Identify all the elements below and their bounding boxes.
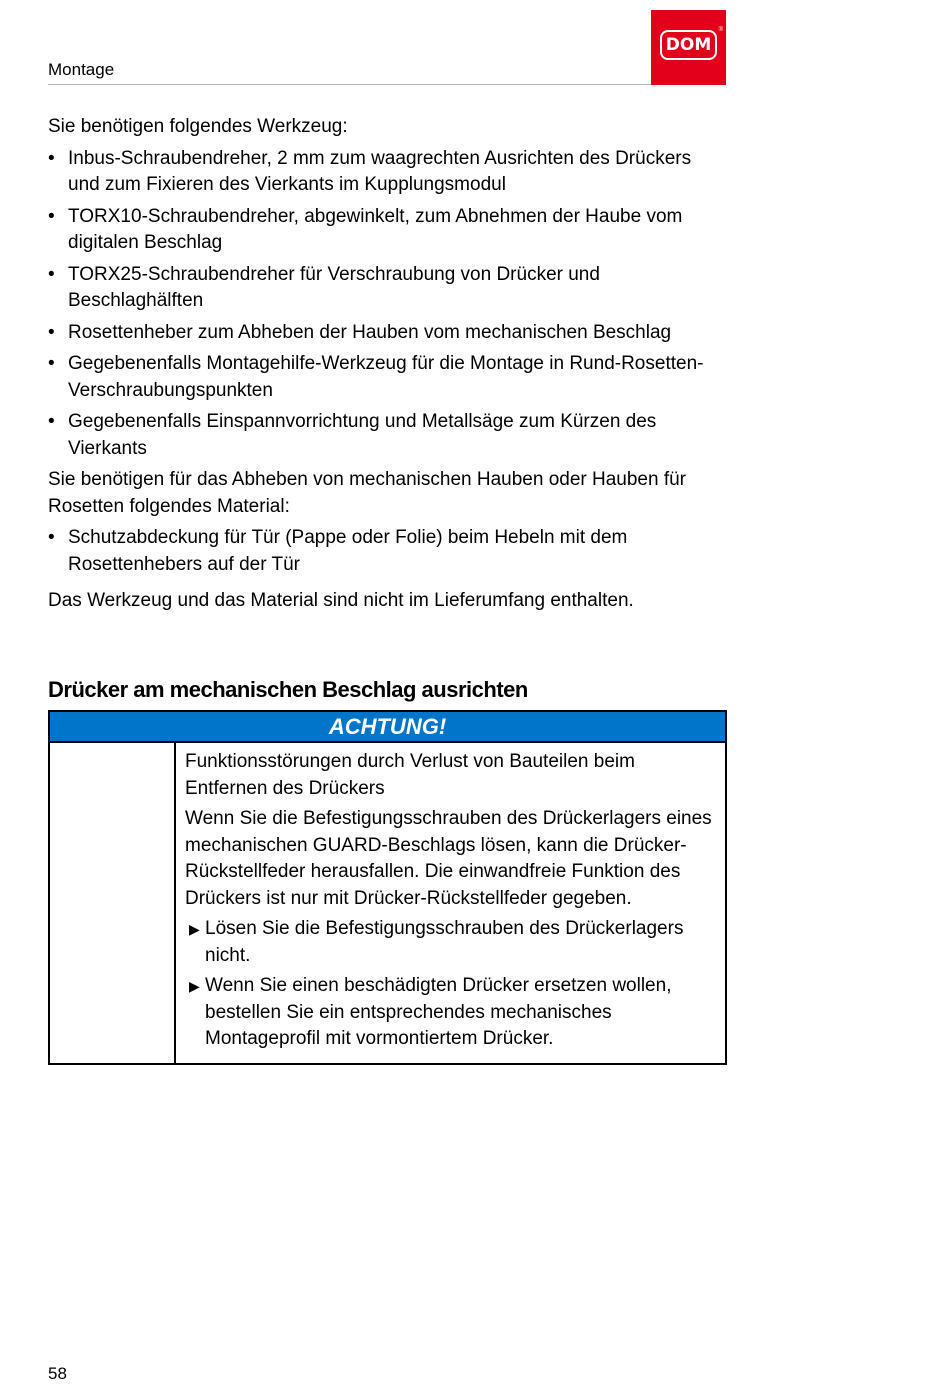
materials-list — [48, 525, 726, 578]
list-item — [48, 320, 726, 347]
list-item — [48, 409, 726, 462]
list-item-text: Rosettenheber zum Abheben der Hauben vom mechanischen Beschlag — [68, 321, 672, 343]
list-item — [185, 916, 715, 969]
notice-heading: ACHTUNG! — [50, 712, 725, 743]
material-intro: Sie benötigen für das Abheben von mechanischen Hauben oder Hauben für Rosetten folgendes Material: — [48, 469, 687, 517]
step-arrow-icon: ▶ — [189, 978, 200, 994]
list-item-text: Inbus-Schraubendreher, 2 mm zum waagrechten Ausrichten des Drückers und zum Fixieren des Vierkants im Kupplungsmodul — [68, 147, 692, 195]
running-header: Montage — [48, 60, 115, 79]
list-item-text: TORX10-Schraubendreher, abgewinkelt, zum Abnehmen der Haube vom digitalen Beschlag — [68, 205, 683, 253]
page-number: 58 — [48, 1364, 67, 1383]
scope-note: Das Werkzeug und das Material sind nicht im Lieferumfang enthalten. — [48, 590, 634, 611]
notice-title: Funktionsstörungen durch Verlust von Bauteilen beim Entfernen des Drückers — [185, 751, 635, 799]
list-item — [48, 525, 726, 578]
tools-intro: Sie benötigen folgendes Werkzeug: — [48, 116, 348, 137]
list-item — [185, 973, 715, 1053]
dom-logo — [651, 10, 726, 85]
list-item-text: TORX25-Schraubendreher für Verschraubung von Drücker und Beschlaghälften — [68, 263, 600, 311]
caution-notice — [48, 710, 727, 1065]
bullet-icon: • — [48, 353, 55, 374]
bullet-icon: • — [48, 411, 55, 432]
list-item — [48, 351, 726, 404]
notice-description: Wenn Sie die Befestigungsschrauben des Drückerlagers eines mechanischen GUARD-Beschlags lösen, kann die Drücker-Rückstellfeder herausfallen. Die einwandfreie Funktion des Drückers ist nur mit Drücker-Rückstellfeder gegeben. — [185, 808, 712, 909]
list-item — [48, 262, 726, 315]
step-arrow-icon: ▶ — [189, 921, 200, 937]
notice-steps — [185, 916, 715, 1053]
list-item-text: Gegebenenfalls Einspannvorrichtung und Metallsäge zum Kürzen des Vierkants — [68, 411, 657, 459]
tools-list — [48, 146, 726, 463]
registered-mark: ® — [718, 27, 723, 33]
main-content — [48, 114, 726, 620]
logo-text: DOM — [660, 30, 717, 60]
section-heading: Drücker am mechanischen Beschlag ausrichten — [48, 677, 528, 702]
bullet-icon: • — [48, 321, 55, 343]
list-item — [48, 204, 726, 257]
list-item — [48, 146, 726, 199]
bullet-icon: • — [48, 263, 55, 285]
notice-text-cell — [176, 743, 725, 1063]
step-text: Lösen Sie die Befestigungsschrauben des Drückerlagers nicht. — [205, 918, 684, 966]
list-item-text: Schutzabdeckung für Tür (Pappe oder Folie) beim Hebeln mit dem Rosettenhebers auf der Tür — [68, 527, 628, 575]
notice-symbol-cell — [50, 743, 176, 1063]
bullet-icon: • — [48, 147, 55, 169]
bullet-icon: • — [48, 205, 55, 227]
list-item-text: Gegebenenfalls Montagehilfe-Werkzeug für die Montage in Rund-Rosetten-Verschraubungspunkten — [68, 353, 704, 401]
notice-body — [50, 743, 725, 1063]
bullet-icon: • — [48, 527, 55, 548]
header-divider — [48, 84, 651, 85]
step-text: Wenn Sie einen beschädigten Drücker ersetzen wollen, bestellen Sie ein entsprechendes mechanisches Montageprofil mit vormontiertem Drücker. — [205, 975, 672, 1049]
